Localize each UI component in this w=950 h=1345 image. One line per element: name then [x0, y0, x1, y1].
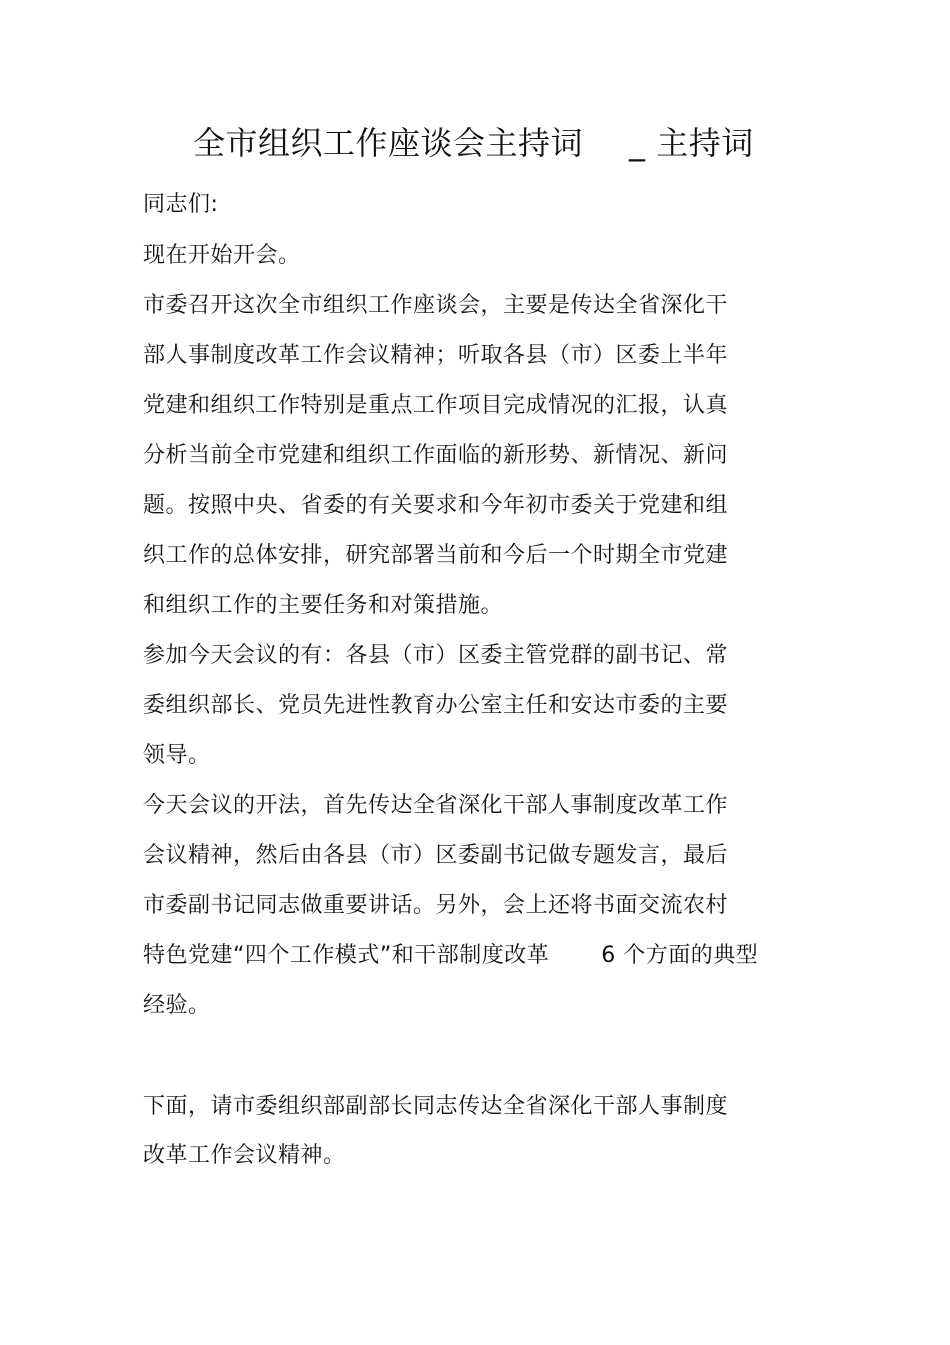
paragraph-line: 市委副书记同志做重要讲话。另外，会上还将书面交流农村 [143, 893, 729, 918]
paragraph-line: 分析当前全市党建和组织工作面临的新形势、新情况、新问 [143, 443, 729, 468]
line-text-part: 6 个方面的典型 [601, 943, 759, 968]
paragraph-line: 党建和组织工作特别是重点工作项目完成情况的汇报，认真 [143, 393, 729, 418]
paragraph-line: 经验。 [143, 993, 211, 1018]
paragraph-line: 会议精神，然后由各县（市）区委副书记做专题发言，最后 [143, 843, 729, 868]
paragraph-line: 织工作的总体安排，研究部署当前和今后一个时期全市党建 [143, 543, 729, 568]
title-suffix: _ 主持词 [629, 124, 754, 162]
paragraph-line: 市委召开这次全市组织工作座谈会，主要是传达全省深化干 [143, 293, 729, 318]
paragraph-line: 和组织工作的主要任务和对策措施。 [143, 593, 504, 618]
line-text-part: 特色党建“四个工作模式”和干部制度改革 [143, 943, 550, 968]
title-main: 全市组织工作座谈会主持词 [193, 124, 584, 162]
paragraph-line: 委组织部长、党员先进性教育办公室主任和安达市委的主要 [143, 693, 729, 718]
paragraph-line: 现在开始开会。 [143, 243, 301, 268]
paragraph-line: 部人事制度改革工作会议精神；听取各县（市）区委上半年 [143, 343, 729, 368]
paragraph-line: 领导。 [143, 743, 211, 768]
paragraph-line: 改革工作会议精神。 [143, 1143, 346, 1168]
document-title [193, 118, 754, 168]
paragraph-line [143, 939, 758, 973]
paragraph-line: 今天会议的开法，首先传达全省深化干部人事制度改革工作 [143, 793, 729, 818]
paragraph-line: 下面，请市委组织部副部长同志传达全省深化干部人事制度 [143, 1094, 729, 1119]
paragraph-line: 同志们: [143, 192, 219, 217]
paragraph-line: 参加今天会议的有：各县（市）区委主管党群的副书记、常 [143, 643, 729, 668]
paragraph-line: 题。按照中央、省委的有关要求和今年初市委关于党建和组 [143, 493, 729, 518]
